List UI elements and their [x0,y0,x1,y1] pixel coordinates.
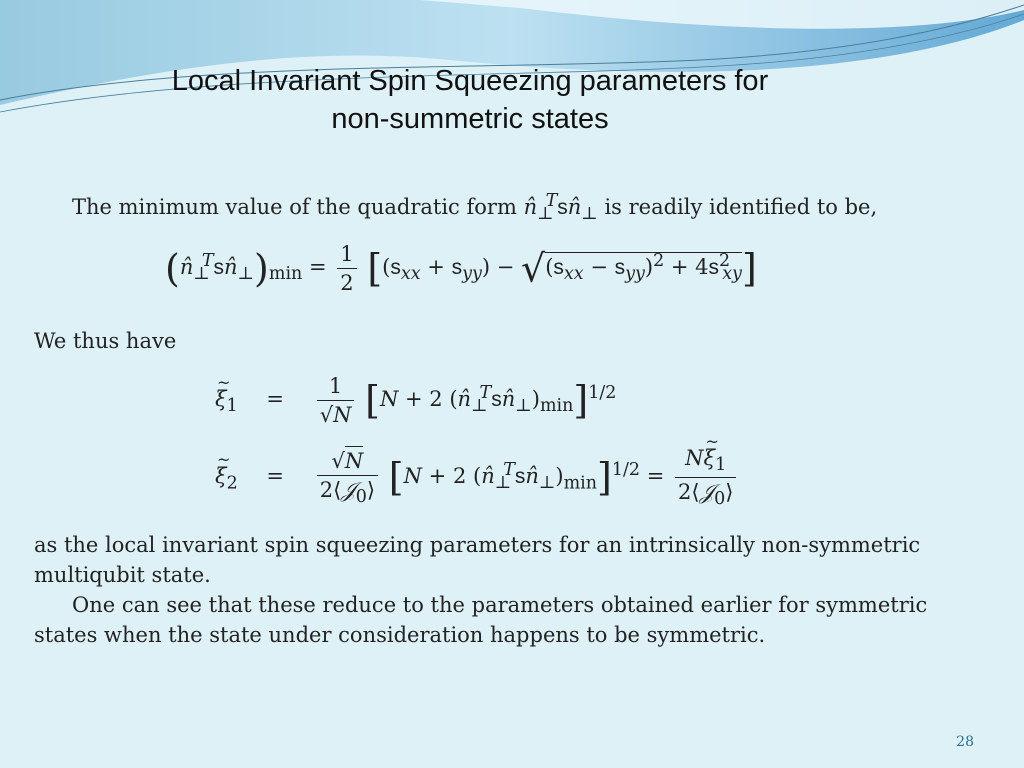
intro-suffix: is readily identified to be, [604,195,878,219]
slide-title-line-2: non-summetric states [331,103,609,135]
intro-sentence [72,186,992,229]
equation-xi-1: ξ ~ $_1$ = $\frac{1}{√N}$ [N + 2 $(n̂_\perp^Tsn̂_\perp)_{min}]^{1/2}$ [215,373,617,427]
remark-paragraph: One can see that these reduce to the parameters obtained earlier for symmetric states when the state under consideration happens to be symmetric. [34,593,928,647]
we-thus-have: We thus have [34,329,177,353]
conclusion-paragraph: as the local invariant spin squeezing parameters for an intrinsically non-symmetric multiqubit state. [34,533,921,587]
slide-title-line-1: Local Invariant Spin Squeezing parameters for [171,65,769,97]
slide-title [60,62,880,138]
page-number: 28 [956,734,974,750]
equation-xi-2: ξ ~ $_2$ = $\frac{√N}{2⟨𝒥_0⟩}$ [N + 2 $(n̂_\perp^Tsn̂_\perp)_{min}]^{1/2}$ = Nξ ~ $_1$ 2⟨𝒥$_0$⟩ [215,446,740,509]
equation-min-value: $(n̂_\perp^Tsn̂_\perp)_{min}$ = $\frac{1}{2}$ $[(s_{xx} + s_{yy}) - √(s_{xx} - s_{yy})^2 + 4s^2_{xy}]$ [165,242,757,295]
quadratic-form-math: $n̂_\perp^Tsn̂_\perp$ [523,191,598,225]
intro-prefix: The minimum value of the quadratic form [72,195,517,219]
